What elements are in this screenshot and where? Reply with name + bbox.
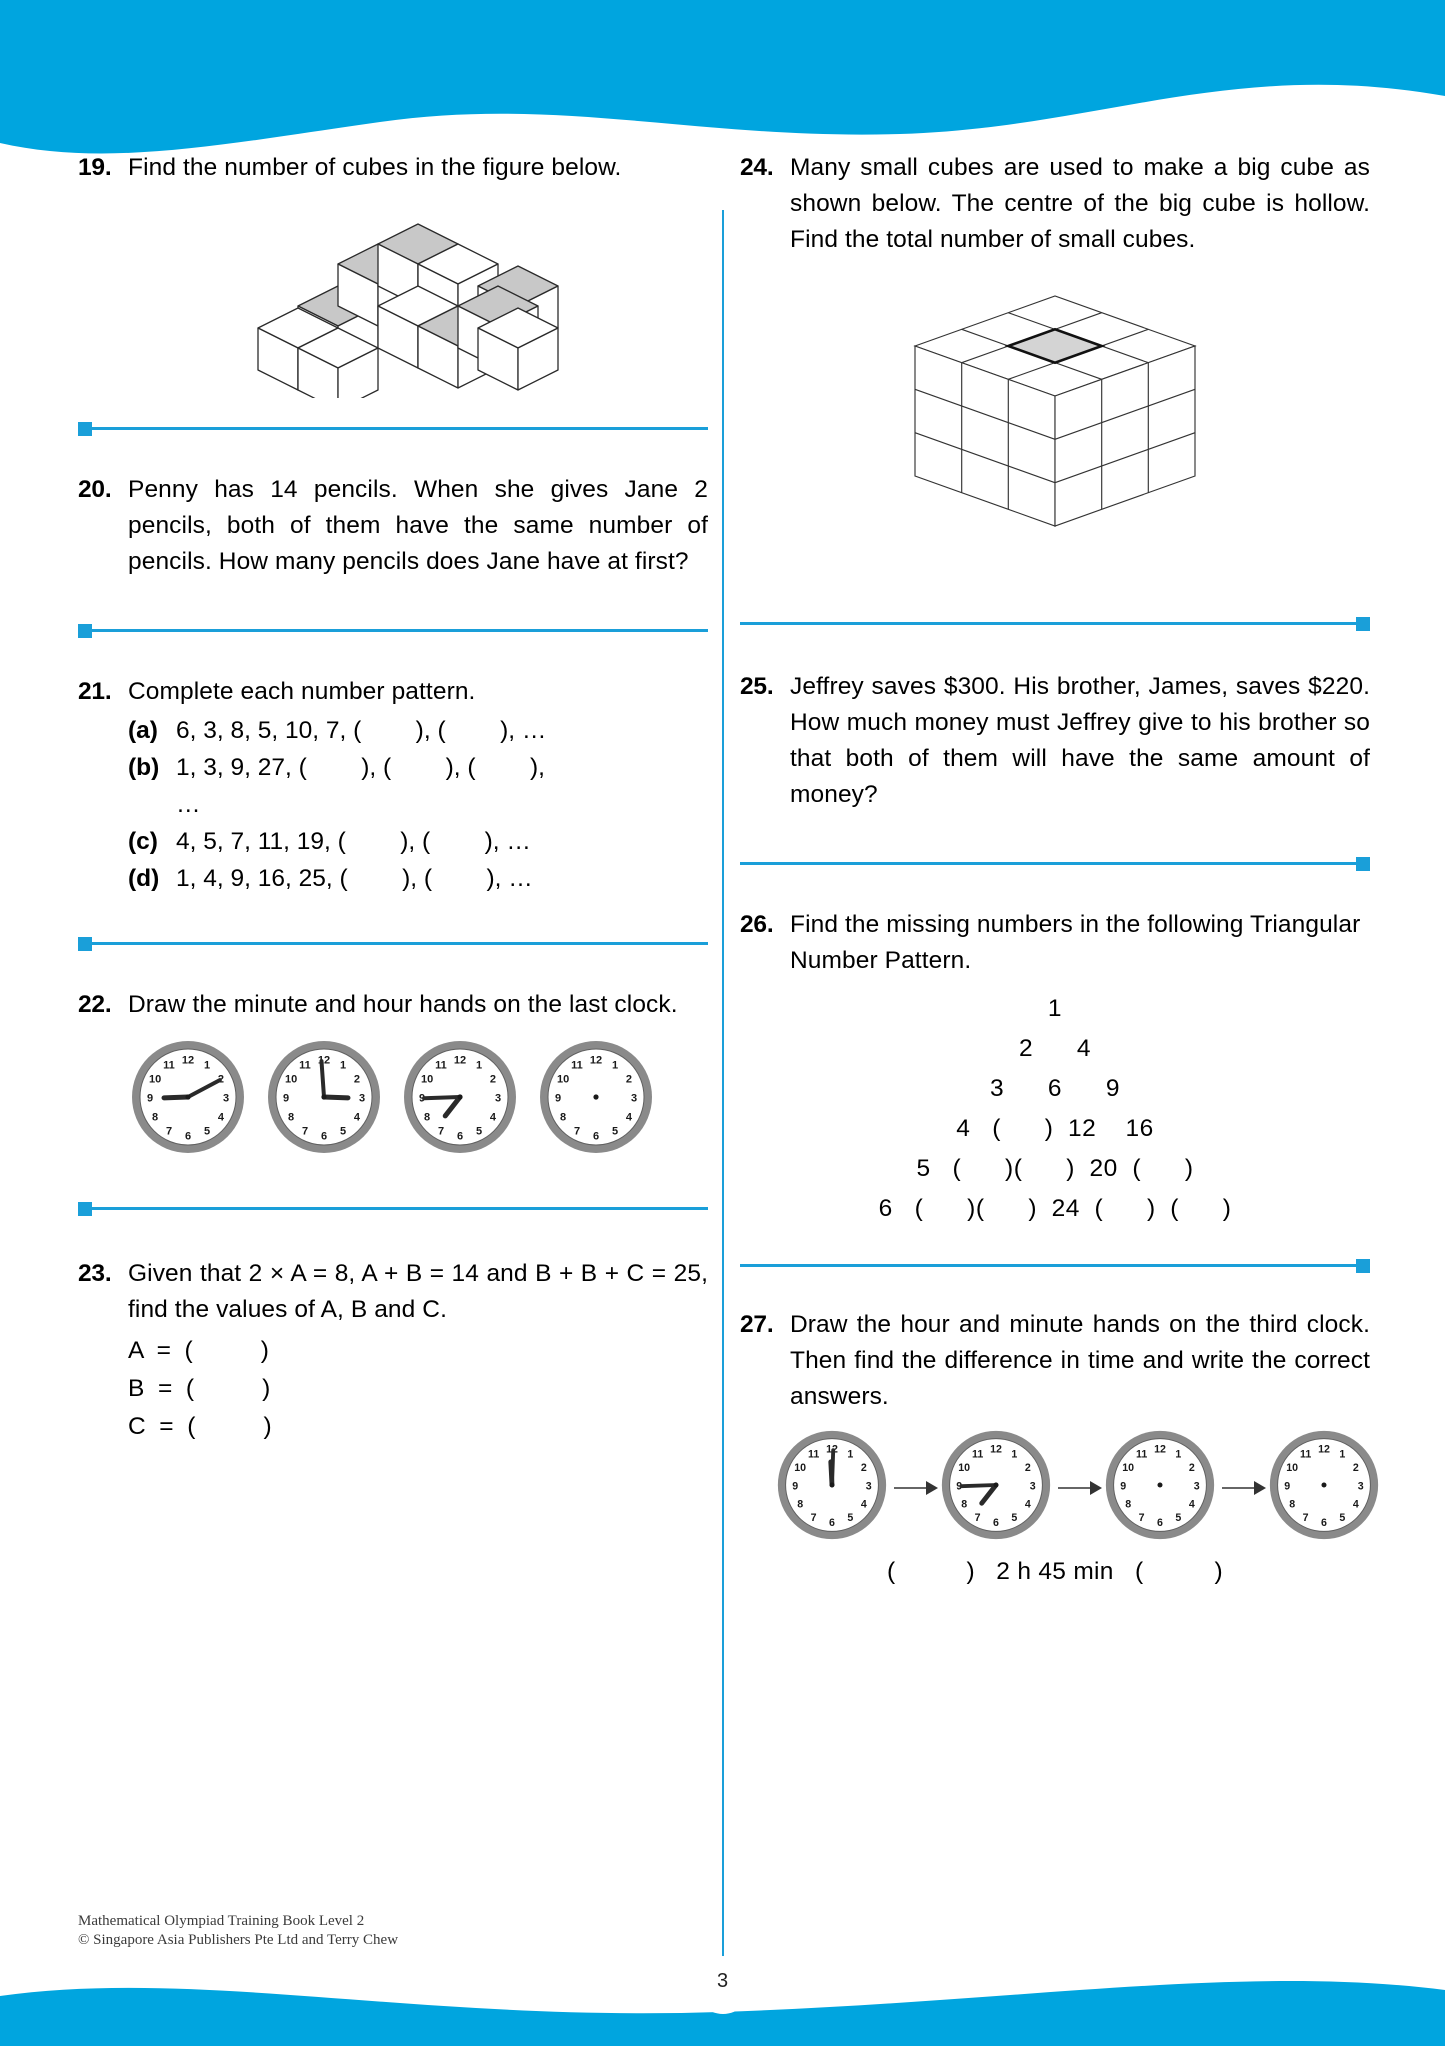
svg-text:2: 2 xyxy=(1024,1461,1031,1474)
question-25 xyxy=(740,669,1370,813)
svg-text:12: 12 xyxy=(1154,1443,1166,1456)
svg-text:4: 4 xyxy=(625,1111,632,1124)
svg-text:8: 8 xyxy=(1125,1498,1132,1511)
svg-text:4: 4 xyxy=(1188,1498,1195,1511)
question-25-number: 25. xyxy=(740,673,774,700)
question-21-number: 21. xyxy=(78,678,112,705)
clock-4-blank[interactable] xyxy=(1266,1427,1382,1548)
svg-text:5: 5 xyxy=(1175,1512,1182,1525)
page-number-value: 3 xyxy=(694,1956,752,2014)
subitem-b xyxy=(128,749,708,786)
question-23-answers xyxy=(128,1332,708,1446)
svg-text:12: 12 xyxy=(181,1054,195,1067)
svg-text:7: 7 xyxy=(1302,1512,1309,1525)
svg-text:1: 1 xyxy=(847,1448,854,1461)
question-22-text: Draw the minute and hour hands on the last clock. xyxy=(128,991,678,1018)
footer-copyright: © Singapore Asia Publishers Pte Ltd and Terry Chew xyxy=(78,1932,399,1948)
svg-text:12: 12 xyxy=(826,1443,838,1456)
question-19-text: Find the number of cubes in the figure below. xyxy=(128,154,622,181)
answer-line-b[interactable]: B = ( ) xyxy=(128,1375,271,1402)
subitem-d-label: (d) xyxy=(128,865,160,892)
svg-text:6: 6 xyxy=(829,1517,835,1530)
question-19-figure xyxy=(78,198,708,398)
svg-text:3: 3 xyxy=(630,1092,638,1105)
svg-text:10: 10 xyxy=(958,1461,971,1474)
svg-text:2: 2 xyxy=(860,1461,867,1474)
question-27-number: 27. xyxy=(740,1311,774,1338)
question-19-number: 19. xyxy=(78,154,112,181)
subitem-b-label: (b) xyxy=(128,754,160,781)
svg-text:4: 4 xyxy=(1352,1498,1359,1511)
separator-line xyxy=(92,427,708,430)
svg-text:11: 11 xyxy=(972,1448,984,1461)
question-23 xyxy=(78,1256,708,1446)
svg-text:2: 2 xyxy=(625,1073,632,1086)
svg-text:2: 2 xyxy=(217,1073,224,1086)
question-24-figure xyxy=(740,276,1370,581)
svg-text:7: 7 xyxy=(1138,1512,1145,1525)
svg-text:11: 11 xyxy=(808,1448,820,1461)
svg-text:4: 4 xyxy=(353,1111,360,1124)
svg-text:9: 9 xyxy=(1284,1480,1291,1493)
question-20 xyxy=(78,472,708,580)
subitem-a-text[interactable]: 6, 3, 8, 5, 10, 7, ( ), ( ), … xyxy=(176,717,547,744)
separator-after-q26 xyxy=(740,1259,1370,1273)
svg-text:2: 2 xyxy=(489,1073,496,1086)
clock-1[interactable] xyxy=(774,1427,890,1548)
svg-text:9: 9 xyxy=(1120,1480,1127,1493)
separator-line xyxy=(92,629,708,632)
svg-text:12: 12 xyxy=(990,1443,1002,1456)
svg-text:7: 7 xyxy=(165,1125,173,1138)
svg-text:2: 2 xyxy=(1188,1461,1195,1474)
svg-text:8: 8 xyxy=(424,1111,431,1124)
svg-text:5: 5 xyxy=(339,1125,347,1138)
svg-text:10: 10 xyxy=(284,1073,298,1086)
svg-text:7: 7 xyxy=(301,1125,309,1138)
clock-2[interactable] xyxy=(938,1427,1054,1548)
question-25-text: Jeffrey saves $300. His brother, James, saves $220. How much money must Jeffrey give to his brother so that both of them will have the same amount of money? xyxy=(790,673,1370,808)
svg-text:6: 6 xyxy=(993,1517,999,1530)
question-24 xyxy=(740,150,1370,581)
separator-after-q20 xyxy=(78,624,708,638)
svg-text:1: 1 xyxy=(1011,1448,1018,1461)
separator-square xyxy=(1356,1259,1370,1273)
question-26-number: 26. xyxy=(740,911,774,938)
svg-text:5: 5 xyxy=(1011,1512,1018,1525)
separator-after-q21 xyxy=(78,937,708,951)
subitem-c-label: (c) xyxy=(128,828,158,855)
svg-text:8: 8 xyxy=(560,1111,567,1124)
svg-text:4: 4 xyxy=(217,1111,224,1124)
question-24-number: 24. xyxy=(740,154,774,181)
svg-text:11: 11 xyxy=(163,1059,175,1072)
question-27-clocks xyxy=(774,1427,1370,1548)
question-22-clocks xyxy=(128,1037,708,1162)
svg-text:5: 5 xyxy=(203,1125,211,1138)
svg-text:7: 7 xyxy=(573,1125,581,1138)
svg-text:3: 3 xyxy=(1029,1480,1036,1493)
separator-square xyxy=(78,937,92,951)
page-number xyxy=(0,1956,1445,2014)
svg-text:3: 3 xyxy=(1193,1480,1200,1493)
svg-text:6: 6 xyxy=(1157,1517,1163,1530)
svg-text:1: 1 xyxy=(1175,1448,1182,1461)
question-22 xyxy=(78,987,708,1162)
question-23-text: Given that 2 × A = 8, A + B = 14 and B + B + C = 25, find the values of A, B and C. xyxy=(128,1260,708,1323)
svg-text:3: 3 xyxy=(358,1092,366,1105)
svg-text:6: 6 xyxy=(592,1130,600,1143)
svg-text:7: 7 xyxy=(437,1125,445,1138)
svg-text:8: 8 xyxy=(961,1498,968,1511)
svg-text:6: 6 xyxy=(456,1130,464,1143)
svg-text:9: 9 xyxy=(956,1480,963,1493)
svg-text:4: 4 xyxy=(1024,1498,1031,1511)
svg-text:1: 1 xyxy=(339,1059,347,1072)
svg-text:6: 6 xyxy=(184,1130,192,1143)
answer-line-a[interactable]: A = ( ) xyxy=(128,1337,269,1364)
svg-text:8: 8 xyxy=(1289,1498,1296,1511)
clock-3[interactable] xyxy=(400,1037,520,1162)
separator-square xyxy=(1356,857,1370,871)
triangle-row-4[interactable]: 4 ( ) 12 16 xyxy=(956,1115,1154,1142)
subitem-c-text[interactable]: 4, 5, 7, 11, 19, ( ), ( ), … xyxy=(176,828,531,855)
clock-2[interactable] xyxy=(264,1037,384,1162)
svg-text:12: 12 xyxy=(453,1054,467,1067)
separator-square xyxy=(78,1202,92,1216)
svg-text:2: 2 xyxy=(353,1073,360,1086)
clock-3-blank[interactable] xyxy=(1102,1427,1218,1548)
svg-text:4: 4 xyxy=(489,1111,496,1124)
question-22-number: 22. xyxy=(78,991,112,1018)
svg-text:1: 1 xyxy=(203,1059,211,1072)
arrow-icon-3 xyxy=(1218,1430,1266,1546)
svg-text:5: 5 xyxy=(475,1125,483,1138)
question-26 xyxy=(740,907,1370,1229)
answer-line-c[interactable]: C = ( ) xyxy=(128,1413,272,1440)
svg-text:10: 10 xyxy=(1286,1461,1299,1474)
question-24-text: Many small cubes are used to make a big cube as shown below. The centre of the big cube is hollow. Find the total number of small cubes. xyxy=(790,154,1370,253)
triangle-row-3: 3 6 9 xyxy=(989,1075,1121,1102)
subitem-a-label: (a) xyxy=(128,717,158,744)
right-column xyxy=(740,150,1370,1586)
svg-text:8: 8 xyxy=(797,1498,804,1511)
svg-text:10: 10 xyxy=(556,1073,570,1086)
svg-text:5: 5 xyxy=(847,1512,854,1525)
svg-text:6: 6 xyxy=(1321,1517,1327,1530)
svg-text:9: 9 xyxy=(418,1092,426,1105)
question-27-answer-line[interactable]: ( ) 2 h 45 min ( ) xyxy=(886,1558,1223,1585)
svg-text:12: 12 xyxy=(1318,1443,1330,1456)
svg-text:9: 9 xyxy=(146,1092,154,1105)
svg-text:5: 5 xyxy=(1339,1512,1346,1525)
subitem-b-ellipsis: … xyxy=(176,791,201,818)
separator-line xyxy=(92,942,708,945)
question-27 xyxy=(740,1307,1370,1586)
svg-text:1: 1 xyxy=(475,1059,483,1072)
svg-text:11: 11 xyxy=(1136,1448,1148,1461)
svg-text:3: 3 xyxy=(494,1092,502,1105)
svg-text:9: 9 xyxy=(554,1092,562,1105)
left-column xyxy=(78,150,708,1446)
svg-text:9: 9 xyxy=(792,1480,799,1493)
svg-text:2: 2 xyxy=(1352,1461,1359,1474)
subitem-d xyxy=(128,860,708,897)
svg-text:6: 6 xyxy=(320,1130,328,1143)
separator-square xyxy=(1356,617,1370,631)
svg-text:8: 8 xyxy=(288,1111,295,1124)
clock-4-blank[interactable] xyxy=(536,1037,656,1162)
separator-after-q24 xyxy=(740,617,1370,631)
triangle-row-6[interactable]: 6 ( )( ) 24 ( ) ( ) xyxy=(878,1195,1232,1222)
question-20-text: Penny has 14 pencils. When she gives Jane 2 pencils, both of them have the same number of pencils. How many pencils does Jane have at first? xyxy=(128,476,708,575)
arrow-icon-1 xyxy=(890,1430,938,1546)
svg-text:3: 3 xyxy=(222,1092,230,1105)
separator-square xyxy=(78,422,92,436)
svg-text:5: 5 xyxy=(611,1125,619,1138)
triangle-row-1: 1 xyxy=(1047,995,1063,1022)
separator-line xyxy=(740,622,1356,625)
page-content xyxy=(0,150,1445,1940)
clock-1[interactable] xyxy=(128,1037,248,1162)
svg-text:9: 9 xyxy=(282,1092,290,1105)
subitem-b-continuation xyxy=(128,786,708,823)
svg-text:1: 1 xyxy=(611,1059,619,1072)
svg-text:10: 10 xyxy=(794,1461,807,1474)
svg-text:12: 12 xyxy=(317,1054,331,1067)
separator-after-q25 xyxy=(740,857,1370,871)
svg-text:4: 4 xyxy=(860,1498,867,1511)
column-divider xyxy=(722,210,724,2010)
footer-book-title: Mathematical Olympiad Training Book Level 2 xyxy=(78,1913,365,1929)
question-21-subitems xyxy=(128,712,708,897)
separator-after-q19 xyxy=(78,422,708,436)
separator-line xyxy=(740,1264,1356,1267)
question-21-text: Complete each number pattern. xyxy=(128,678,476,705)
question-19 xyxy=(78,150,708,398)
footer-credits xyxy=(78,1912,398,1950)
svg-text:3: 3 xyxy=(1357,1480,1364,1493)
subitem-b-text[interactable]: 1, 3, 9, 27, ( ), ( ), ( ), xyxy=(176,754,545,781)
svg-text:10: 10 xyxy=(1122,1461,1135,1474)
svg-text:7: 7 xyxy=(974,1512,981,1525)
triangle-row-2: 2 4 xyxy=(1018,1035,1092,1062)
svg-text:11: 11 xyxy=(435,1059,447,1072)
separator-line xyxy=(740,862,1356,865)
question-26-text: Find the missing numbers in the following Triangular Number Pattern. xyxy=(790,911,1361,974)
svg-text:10: 10 xyxy=(420,1073,434,1086)
question-27-text: Draw the hour and minute hands on the third clock. Then find the difference in time and write the correct answers. xyxy=(790,1311,1370,1410)
svg-text:8: 8 xyxy=(152,1111,159,1124)
arrow-icon-2 xyxy=(1054,1430,1102,1546)
question-23-number: 23. xyxy=(78,1260,112,1287)
subitem-c xyxy=(128,823,708,860)
svg-text:11: 11 xyxy=(299,1059,311,1072)
svg-text:11: 11 xyxy=(1300,1448,1312,1461)
triangle-row-5[interactable]: 5 ( )( ) 20 ( ) xyxy=(916,1155,1194,1182)
svg-text:1: 1 xyxy=(1339,1448,1346,1461)
svg-text:10: 10 xyxy=(148,1073,162,1086)
separator-line xyxy=(92,1207,708,1210)
question-21 xyxy=(78,674,708,897)
question-20-number: 20. xyxy=(78,476,112,503)
subitem-a xyxy=(128,712,708,749)
subitem-d-text[interactable]: 1, 4, 9, 16, 25, ( ), ( ), … xyxy=(176,865,533,892)
separator-square xyxy=(78,624,92,638)
svg-text:3: 3 xyxy=(865,1480,872,1493)
svg-text:11: 11 xyxy=(571,1059,583,1072)
separator-after-q22 xyxy=(78,1202,708,1216)
svg-text:7: 7 xyxy=(810,1512,817,1525)
question-26-triangle xyxy=(740,989,1370,1229)
svg-text:12: 12 xyxy=(589,1054,603,1067)
